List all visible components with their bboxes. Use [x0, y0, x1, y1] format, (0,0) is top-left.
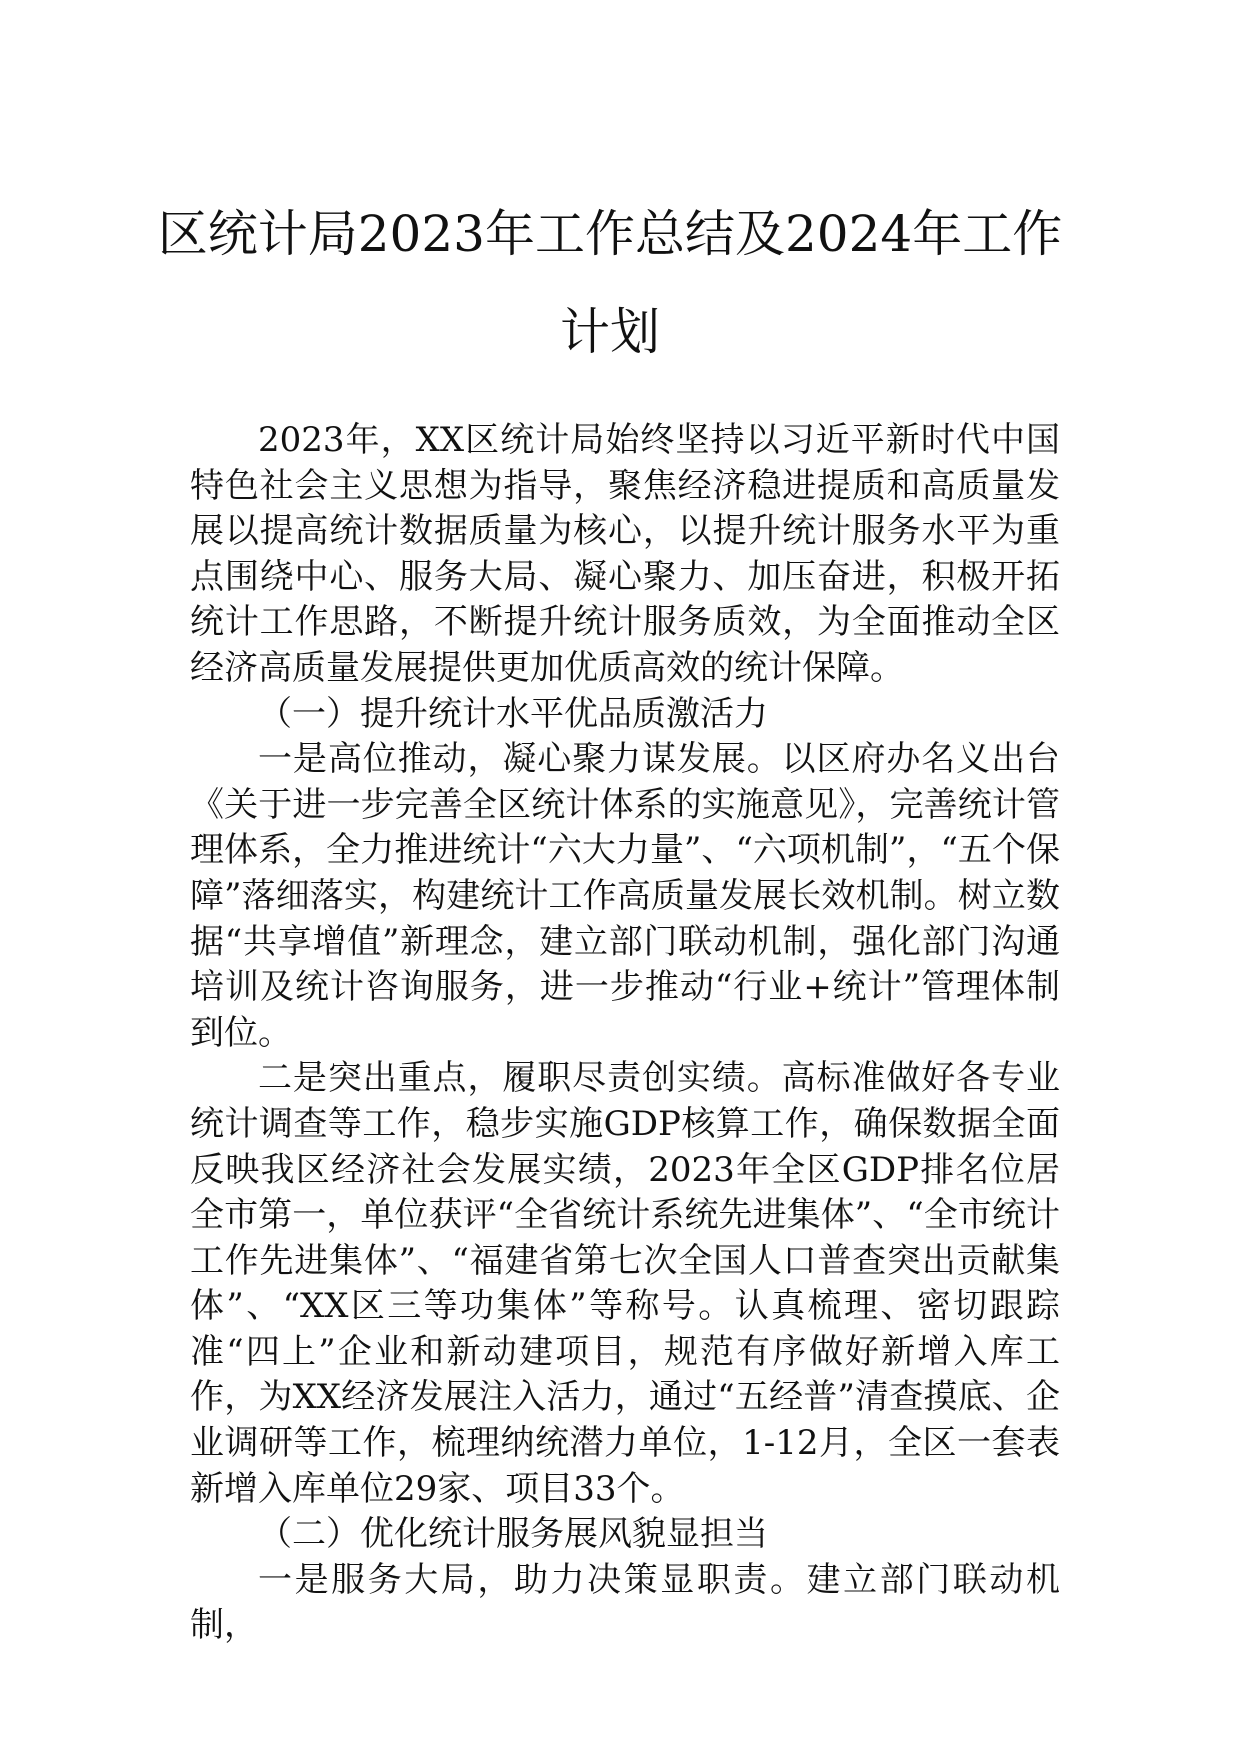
section-1-paragraph-1: 一是高位推动，凝心聚力谋发展。以区府办名义出台《关于进一步完善全区统计体系的实施意见》，完善统计管理体系，全力推进统计“六大力量”、“六项机制”，“五个保障”落细落实，构建统计工作高质量发展长效机制。树立数据“共享增值”新理念，建立部门联动机制，强化部门沟通培训及统计咨询服务，进一步推动“行业+统计”管理体制到位。 [190, 739, 1060, 1053]
document-title: 区统计局2023年工作总结及2024年工作计划 [157, 205, 1063, 361]
section-2-paragraph-1: 一是服务大局，助力决策显职责。建立部门联动机制， [190, 1559, 1060, 1646]
intro-paragraph: 2023年，XX区统计局始终坚持以习近平新时代中国特色社会主义思想为指导，聚焦经济稳进提质和高质量发展以提高统计数据质量为核心，以提升统计服务水平为重点围绕中心、服务大局、凝心聚力、加压奋进，积极开拓统计工作思路，不断提升统计服务质效，为全面推动全区经济高质量发展提供更加优质高效的统计保障。 [190, 420, 1060, 688]
section-1-paragraph-2: 二是突出重点，履职尽责创实绩。高标准做好各专业统计调查等工作，稳步实施GDP核算工作，确保数据全面反映我区经济社会发展实绩，2023年全区GDP排名位居全市第一，单位获评“全省统计系统先进集体”、“全市统计工作先进集体”、“福建省第七次全国人口普查突出贡献集体”、“XX区三等功集体”等称号。认真梳理、密切跟踪准“四上”企业和新动建项目，规范有序做好新增入库工作，为XX经济发展注入活力，通过“五经普”清查摸底、企业调研等工作，梳理纳统潜力单位，1-12月，全区一套表新增入库单位29家、项目33个。 [190, 1058, 1060, 1509]
section-heading-1: （一）提升统计水平优品质激活力 [258, 693, 768, 734]
document-body [190, 418, 1060, 1649]
section-heading-2: （二）优化统计服务展风貌显担当 [258, 1514, 768, 1555]
